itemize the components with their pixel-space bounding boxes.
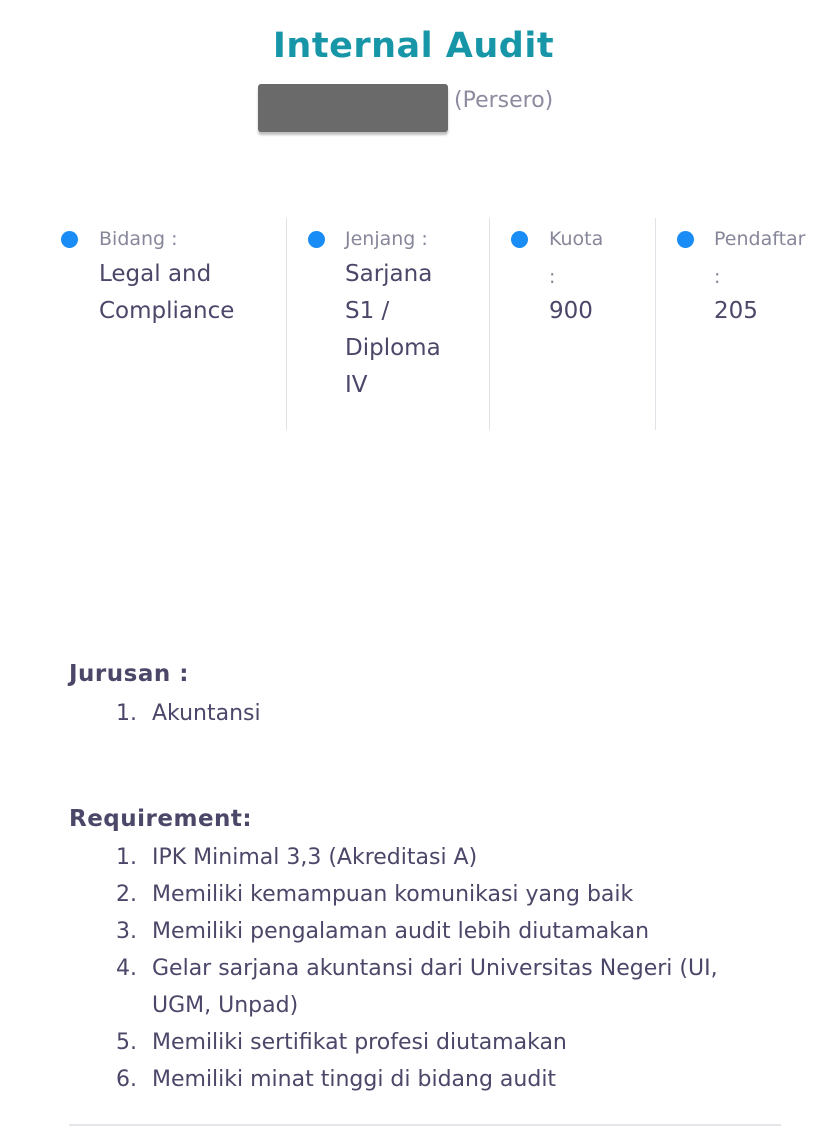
- list-text: Memiliki kemampuan komunikasi yang baik: [152, 882, 634, 907]
- list-number: 2.: [116, 882, 137, 907]
- list-number: 6.: [116, 1067, 137, 1092]
- jenjang-value: [345, 256, 441, 404]
- list-item: [110, 950, 810, 1024]
- jurusan-list: [110, 695, 810, 732]
- company-name: [258, 84, 553, 132]
- info-bidang: [0, 218, 286, 430]
- pendaftar-value: 205: [714, 298, 758, 324]
- list-text: Gelar sarjana akuntansi dari Universitas Negeri (UI,: [152, 956, 718, 981]
- list-text: Memiliki pengalaman audit lebih diutamakan: [152, 919, 650, 944]
- list-text: Memiliki minat tinggi di bidang audit: [152, 1067, 557, 1092]
- list-item: [110, 876, 810, 913]
- redacted-company-block: [258, 84, 448, 132]
- company-suffix: (Persero): [454, 88, 554, 113]
- page-title: Internal Audit: [272, 26, 555, 66]
- bidang-value-line: Compliance: [99, 298, 235, 324]
- bidang-value-line: Legal and: [99, 261, 212, 287]
- kuota-colon: :: [549, 266, 556, 288]
- bullet-dot-icon: [61, 231, 78, 248]
- jurusan-heading: Jurusan :: [69, 661, 189, 687]
- info-pendaftar: [655, 218, 827, 430]
- info-summary-bar: [0, 218, 827, 430]
- list-item: [110, 1024, 810, 1061]
- bullet-dot-icon: [308, 231, 325, 248]
- jenjang-value-line: Sarjana: [345, 261, 433, 287]
- list-item: [110, 839, 810, 876]
- list-text: IPK Minimal 3,3 (Akreditasi A): [152, 845, 478, 870]
- jenjang-value-line: Diploma: [345, 335, 441, 361]
- pendaftar-label: Pendaftar: [714, 228, 806, 250]
- list-item: [110, 1061, 810, 1098]
- jenjang-value-line: S1 /: [345, 298, 390, 324]
- kuota-value: 900: [549, 298, 593, 324]
- pendaftar-colon: :: [714, 266, 721, 288]
- list-number: 4.: [116, 956, 137, 981]
- divider: [69, 1124, 781, 1126]
- info-jenjang: [286, 218, 489, 430]
- list-number: 3.: [116, 919, 137, 944]
- list-number: 1.: [116, 845, 137, 870]
- jenjang-label: Jenjang :: [345, 228, 428, 250]
- kuota-label: Kuota: [549, 228, 604, 250]
- info-kuota: [489, 218, 655, 430]
- bidang-value: [99, 256, 234, 330]
- list-item: [110, 913, 810, 950]
- bidang-label: Bidang :: [99, 228, 178, 250]
- list-text-continued: UGM, Unpad): [152, 993, 299, 1018]
- list-text: Akuntansi: [152, 701, 261, 726]
- bullet-dot-icon: [511, 231, 528, 248]
- list-number: 5.: [116, 1030, 137, 1055]
- list-text: Memiliki sertifikat profesi diutamakan: [152, 1030, 567, 1055]
- requirement-list: [110, 839, 810, 1098]
- jenjang-value-line: IV: [345, 372, 368, 398]
- list-item: [110, 695, 810, 732]
- requirement-heading: Requirement:: [69, 806, 253, 832]
- list-number: 1.: [116, 701, 137, 726]
- bullet-dot-icon: [677, 231, 694, 248]
